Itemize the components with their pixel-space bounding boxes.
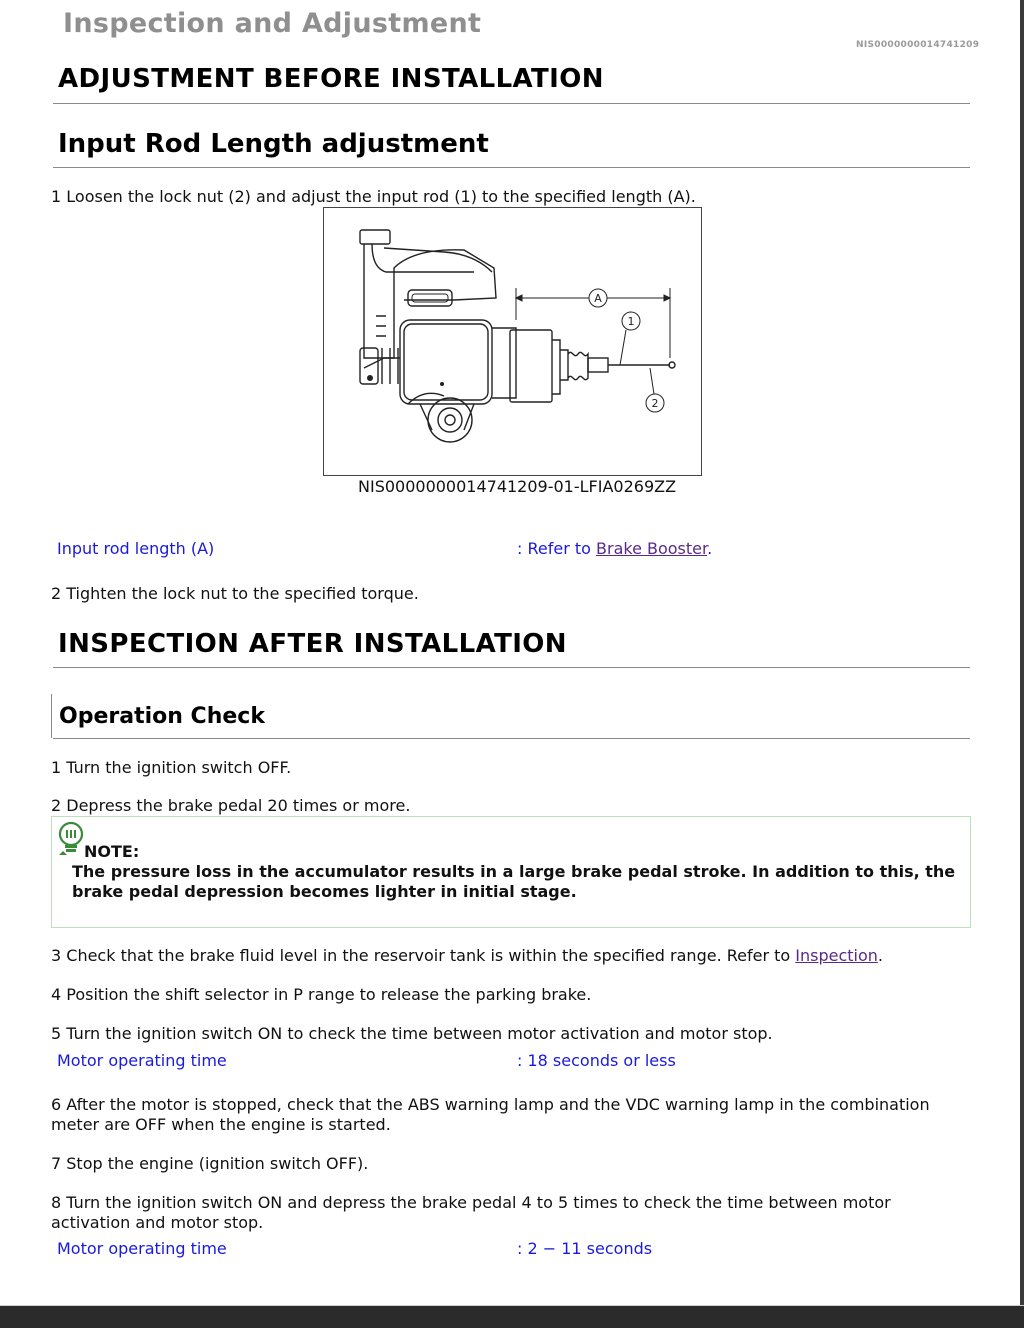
window-edge-right	[1020, 0, 1024, 1328]
brake-booster-figure	[323, 207, 702, 476]
step-text: 2 Depress the brake pedal 20 times or more.	[51, 796, 411, 815]
step-text: 1 Turn the ignition switch OFF.	[51, 758, 292, 777]
spec-suffix: .	[707, 539, 713, 558]
lightbulb-icon	[57, 821, 85, 861]
spec-prefix: : Refer to	[517, 539, 597, 558]
step-text: 2 Tighten the lock nut to the specified torque.	[51, 584, 419, 603]
spec-value-input-rod	[517, 539, 712, 558]
subsection-divider	[53, 167, 970, 168]
page-title: Inspection and Adjustment	[63, 8, 482, 39]
step-text: 5 Turn the ignition switch ON to check the time between motor activation and motor stop.	[51, 1024, 773, 1043]
step-text: 6 After the motor is stopped, check that the ABS warning lamp and the VDC warning lamp in the combination meter are OFF when the engine is started.	[51, 1095, 930, 1134]
subsection-heading-operation-check: Operation Check	[59, 704, 265, 729]
section-heading-adjustment: ADJUSTMENT BEFORE INSTALLATION	[58, 64, 604, 94]
brake-booster-illustration	[324, 208, 701, 475]
document-id: NIS0000000014741209	[856, 40, 980, 50]
subsection-divider	[53, 738, 970, 739]
spec-label-motor-time: Motor operating time	[57, 1051, 227, 1070]
figure-caption: NIS0000000014741209-01-LFIA0269ZZ	[358, 477, 677, 496]
subsection-heading-input-rod: Input Rod Length adjustment	[58, 129, 489, 159]
spec-label-motor-time: Motor operating time	[57, 1239, 227, 1258]
section-heading-inspection: INSPECTION AFTER INSTALLATION	[58, 629, 567, 659]
callout-a-label: A	[594, 292, 602, 305]
callout-1-label: 1	[627, 315, 635, 328]
step-text: 8 Turn the ignition switch ON and depress the brake pedal 4 to 5 times to check the time between motor activation and motor stop.	[51, 1193, 891, 1232]
step-text: 4 Position the shift selector in P range to release the parking brake.	[51, 985, 592, 1004]
step3-suffix: .	[877, 946, 884, 965]
brake-booster-link[interactable]: Brake Booster	[596, 539, 708, 558]
spec-value-motor-time: : 2 − 11 seconds	[517, 1239, 653, 1258]
step-text: 1 Loosen the lock nut (2) and adjust the input rod (1) to the specified length (A).	[51, 187, 696, 206]
spec-value-motor-time: : 18 seconds or less	[517, 1051, 676, 1070]
section-divider	[53, 667, 970, 668]
inspection-link[interactable]: Inspection	[795, 946, 878, 965]
step-text: 7 Stop the engine (ignition switch OFF).	[51, 1154, 369, 1173]
window-edge-bottom	[0, 1306, 1024, 1328]
spec-label-input-rod: Input rod length (A)	[57, 539, 215, 558]
section-divider	[53, 103, 970, 104]
step-text	[51, 946, 883, 966]
note-text: The pressure loss in the accumulator results in a large brake pedal stroke. In addition to this, the brake pedal depression becomes lighter in initial stage.	[72, 862, 956, 901]
step3-text: 3 Check that the brake fluid level in the reservoir tank is within the specified range. Refer to	[51, 946, 796, 965]
subsection-left-bar	[51, 694, 52, 738]
note-label: NOTE:	[84, 842, 140, 861]
callout-2-label: 2	[651, 397, 659, 410]
